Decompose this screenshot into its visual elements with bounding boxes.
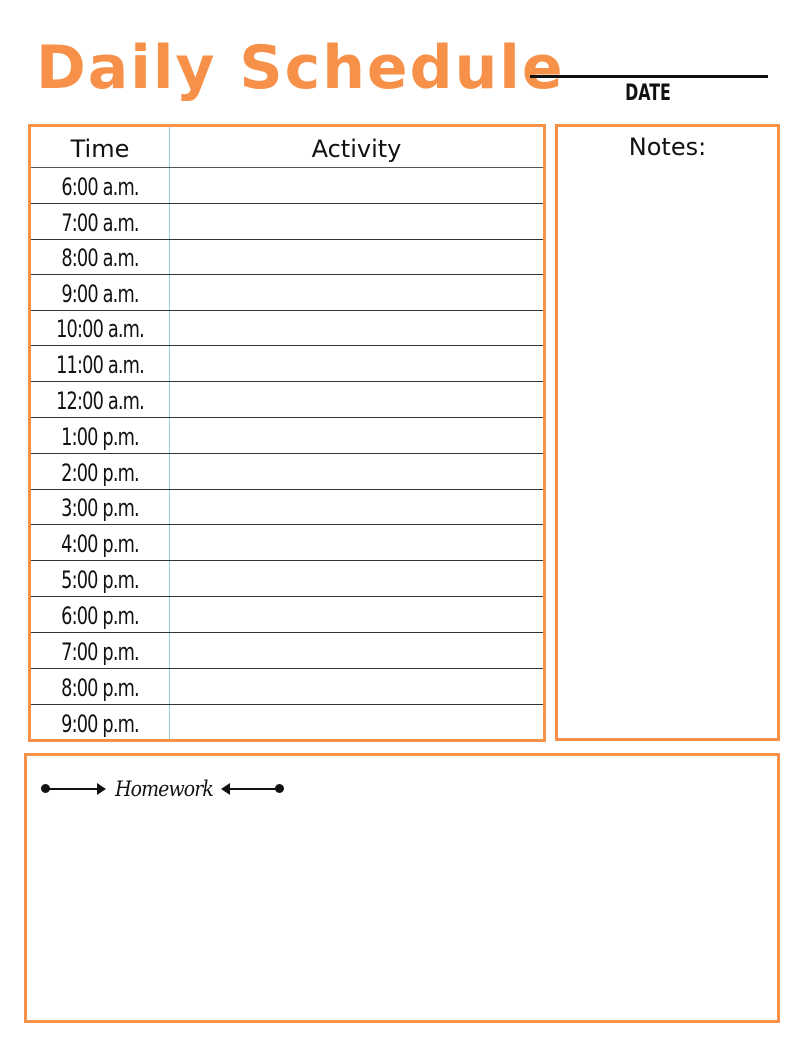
time-cell: 5:00 p.m. <box>61 566 139 594</box>
table-row <box>31 633 543 669</box>
time-cell: 9:00 a.m. <box>61 280 139 308</box>
time-cell: 4:00 p.m. <box>61 530 139 558</box>
right-dot-icon <box>275 784 284 793</box>
time-cell: 2:00 p.m. <box>61 459 139 487</box>
activity-cell[interactable] <box>170 454 543 489</box>
table-row <box>31 418 543 454</box>
activity-cell[interactable] <box>170 597 543 632</box>
time-cell: 10:00 a.m. <box>56 315 144 343</box>
homework-header <box>41 774 301 804</box>
homework-label: Homework <box>115 777 213 801</box>
time-cell: 7:00 a.m. <box>61 209 139 237</box>
table-row <box>31 346 543 382</box>
activity-cell[interactable] <box>170 633 543 668</box>
table-row <box>31 454 543 490</box>
table-row <box>31 561 543 597</box>
schedule-header-row <box>31 127 543 168</box>
page-title: Daily Schedule <box>36 33 565 103</box>
time-column-header: Time <box>70 135 130 163</box>
activity-cell[interactable] <box>170 489 543 524</box>
table-row <box>31 310 543 346</box>
left-arrow-line-icon <box>47 788 99 790</box>
time-cell: 8:00 a.m. <box>61 244 139 272</box>
activity-cell[interactable] <box>170 561 543 596</box>
table-row <box>31 382 543 418</box>
table-row <box>31 239 543 275</box>
time-cell: 12:00 a.m. <box>56 387 144 415</box>
time-cell: 7:00 p.m. <box>61 638 139 666</box>
time-cell: 3:00 p.m. <box>61 494 139 522</box>
table-row <box>31 705 543 740</box>
activity-cell[interactable] <box>170 418 543 453</box>
activity-column-header: Activity <box>311 135 402 163</box>
time-cell: 9:00 p.m. <box>61 710 139 738</box>
schedule-table <box>28 124 546 742</box>
activity-cell[interactable] <box>170 705 543 740</box>
right-pointing-arrowhead-icon <box>97 783 106 795</box>
notes-area[interactable] <box>555 124 780 741</box>
time-cell: 6:00 p.m. <box>61 602 139 630</box>
table-row <box>31 204 543 240</box>
right-arrow-line-icon <box>225 788 279 790</box>
table-row <box>31 489 543 525</box>
activity-cell[interactable] <box>170 204 543 239</box>
activity-cell[interactable] <box>170 669 543 704</box>
date-line[interactable] <box>530 75 768 78</box>
table-row <box>31 525 543 561</box>
time-cell: 11:00 a.m. <box>56 351 144 379</box>
notes-label: Notes: <box>628 133 707 161</box>
activity-cell[interactable] <box>170 275 543 310</box>
date-label: DATE <box>625 81 671 106</box>
time-cell: 1:00 p.m. <box>61 423 139 451</box>
activity-cell[interactable] <box>170 168 543 203</box>
table-row <box>31 597 543 633</box>
activity-cell[interactable] <box>170 525 543 560</box>
table-row <box>31 275 543 311</box>
homework-area[interactable] <box>24 753 780 1023</box>
table-row <box>31 168 543 204</box>
time-cell: 6:00 a.m. <box>61 173 139 201</box>
activity-cell[interactable] <box>170 382 543 417</box>
activity-cell[interactable] <box>170 310 543 345</box>
activity-cell[interactable] <box>170 346 543 381</box>
activity-cell[interactable] <box>170 239 543 274</box>
table-row <box>31 669 543 705</box>
schedule-rows <box>31 168 543 739</box>
time-cell: 8:00 p.m. <box>61 674 139 702</box>
